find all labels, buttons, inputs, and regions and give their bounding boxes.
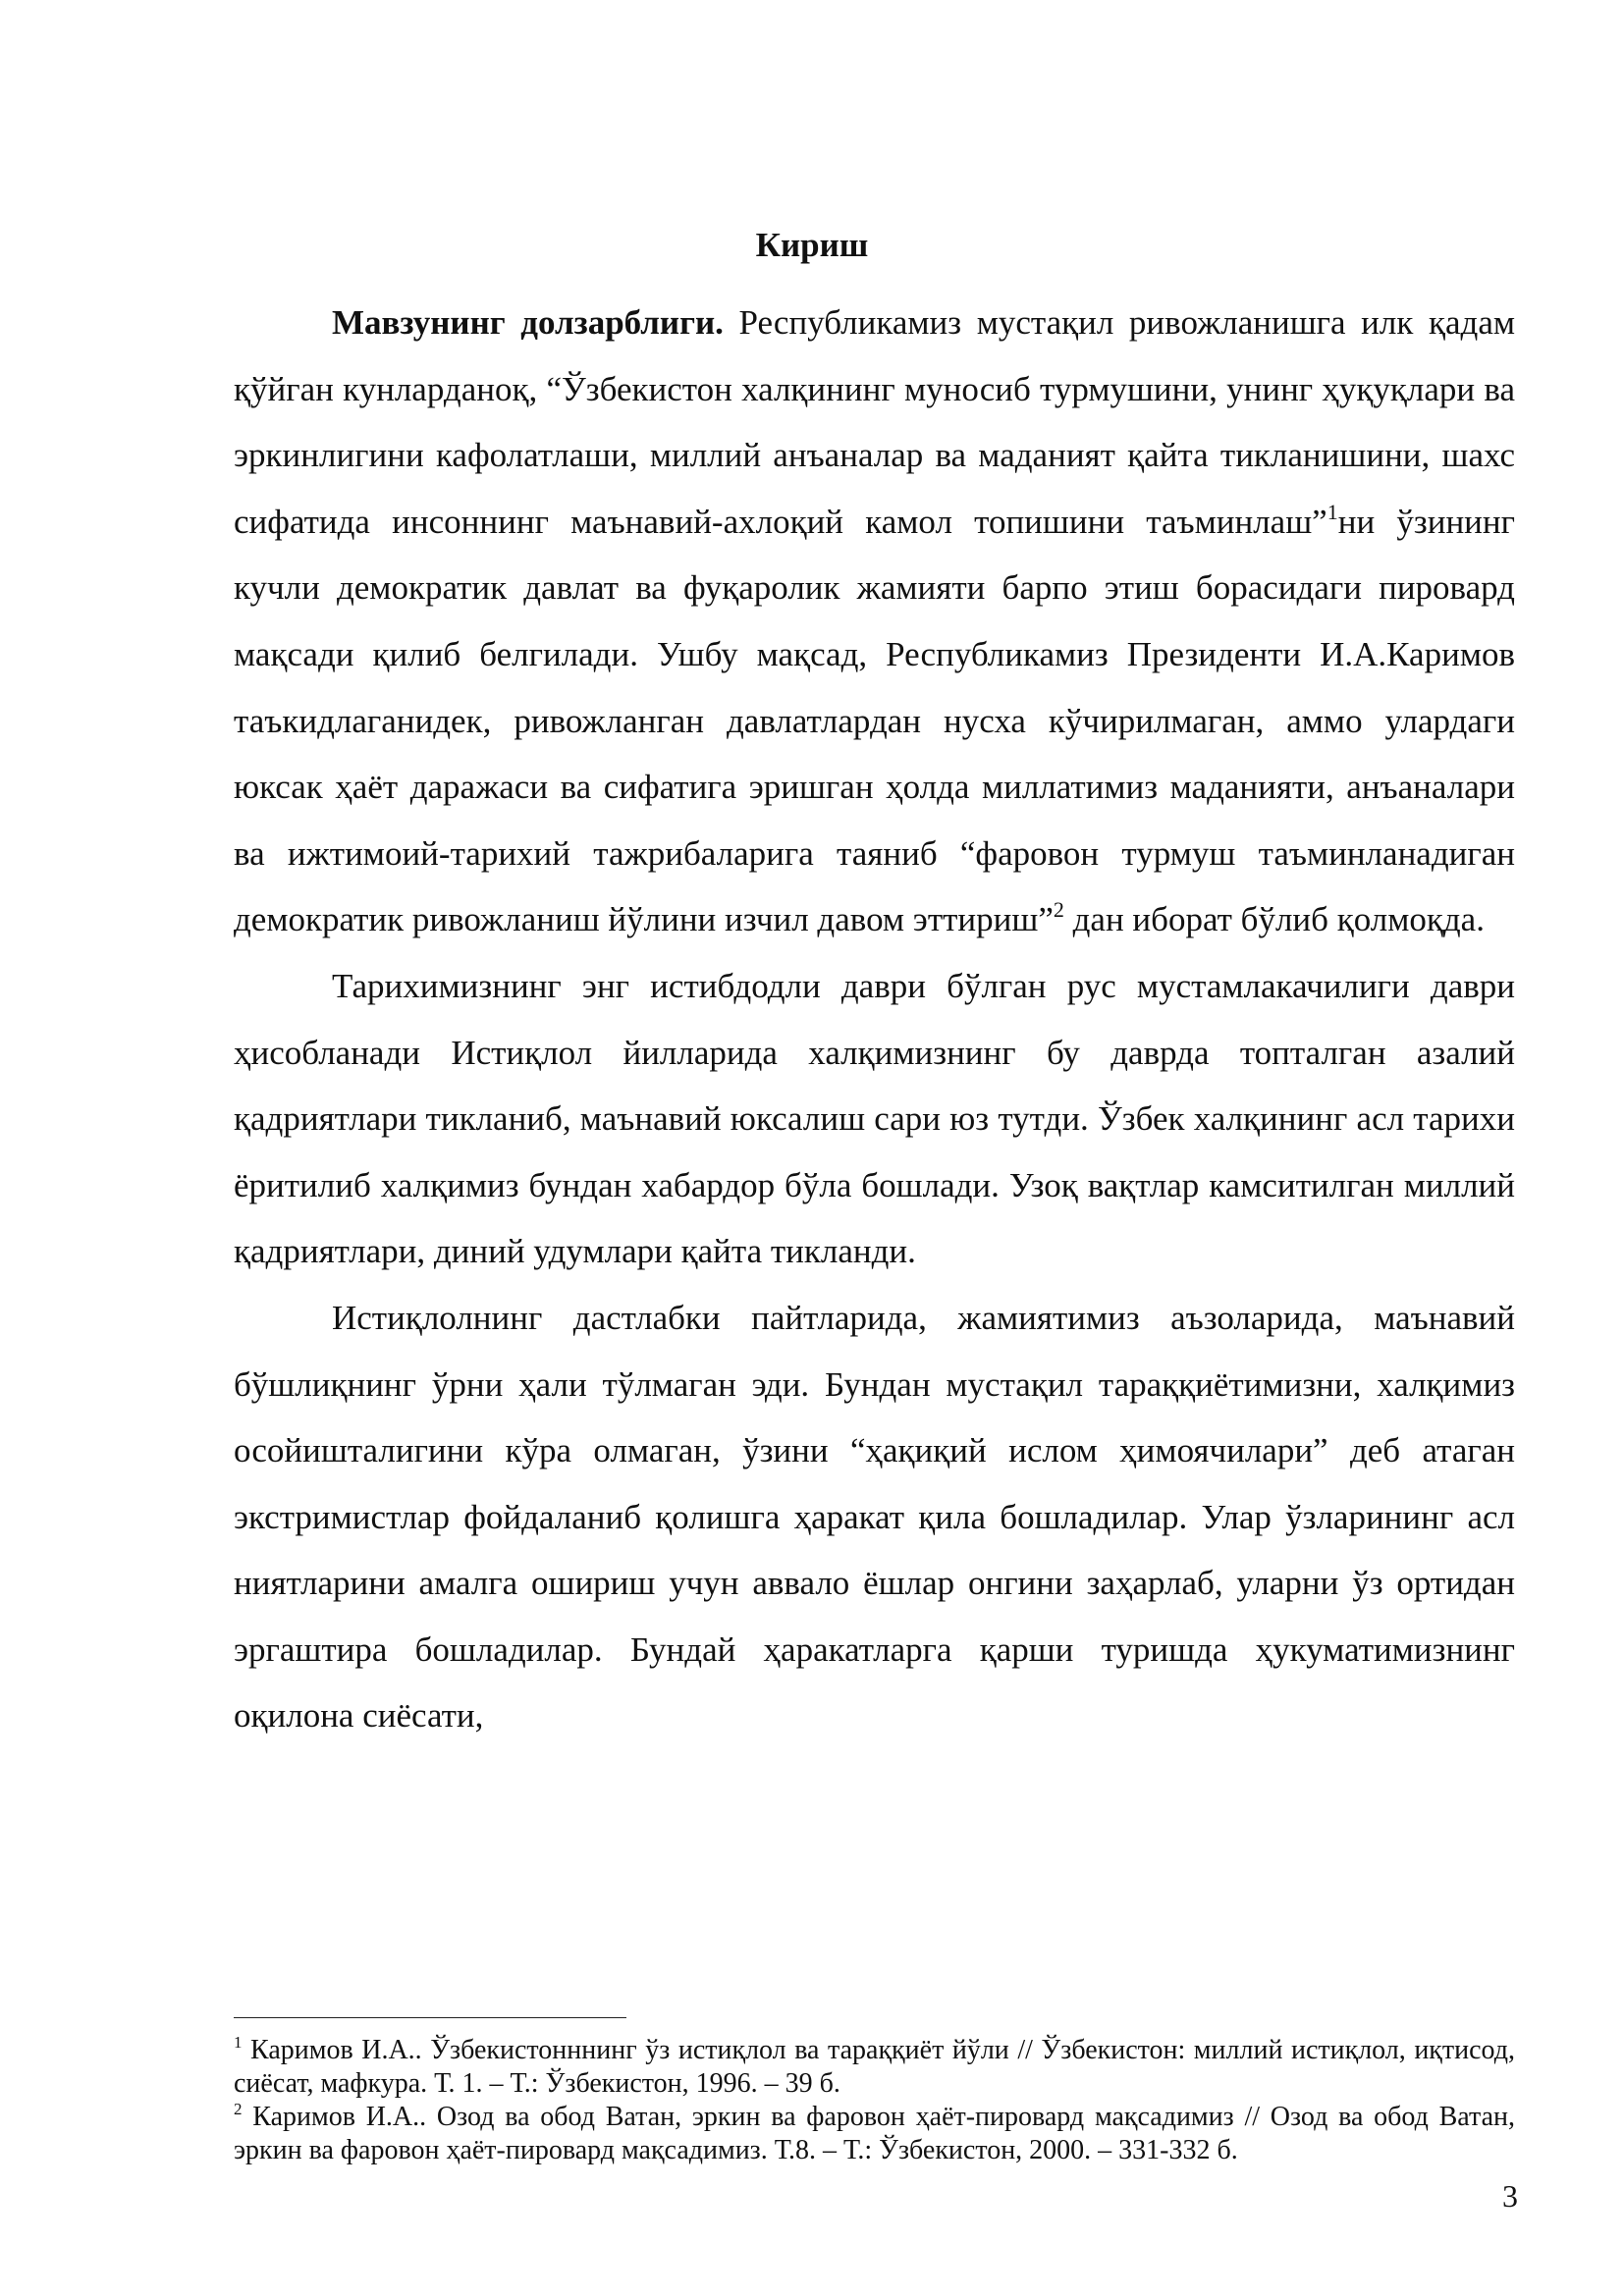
footnotes [234,2034,1515,2167]
relevance-heading: Мавзунинг долзарблиги. [332,303,724,342]
footnote-number: 2 [234,2100,243,2118]
paragraph-independence: Истиқлолнинг дастлабки пайтларида, жамиятимиз аъзоларида, маънавий бўшлиқнинг ўрни ҳали тўлмаган эди. Бундан мустақил тараққиётимизни, халқимиз осойишталигини кўра олмаган, ўзини “ҳақиқий ислом ҳимоячилари” деб атаган экстримистлар фойдаланиб қолишга ҳаракат қила бошладилар. Улар ўзларининг асл ниятларини амалга ошириш учун аввало ёшлар онгини заҳарлаб, уларни ўз ортидан эргаштира бошладилар. Бундай ҳаракатларга қарши туришда ҳукуматимизнинг оқилона сиёсати, [234,1298,1515,1735]
section-title: Кириш [755,226,869,264]
footnote-number: 1 [234,2033,243,2052]
paragraph-text: дан иборат бўлиб қолмоқда. [1063,900,1485,939]
body-text [234,290,1515,1749]
footnote-reference[interactable]: 1 [1326,499,1338,524]
footnote-item [234,2034,1515,2101]
footnote-text: Каримов И.А.. Озод ва обод Ватан, эркин ва фаровон ҳаёт-пировард мақсадимиз // Озод ва обод Ватан, эркин ва фаровон ҳаёт-пировард мақсадимиз. Т.8. – Т.: Ўзбекистон, 2000. – 331-332 б. [234,2102,1515,2165]
footnote-text: Каримов И.А.. Ўзбекистонннинг ўз истиқлол ва тараққиёт йўли // Ўзбекистон: миллий истиқлол, иқтисод, сиёсат, мафкура. Т. 1. – Т.: Ўзбекистон, 1996. – 39 б. [234,2035,1515,2099]
footnote-item [234,2101,1515,2167]
footnote-reference[interactable]: 2 [1053,897,1064,923]
paragraph-text: Республикамиз мустақил ривожланишга илк қадам қўйган кунларданоқ, “Ўзбекистон халқининг муносиб турмушини, унинг ҳуқуқлари ва эркинлигини кафолатлаши, миллий анъаналар ва маданият қайта тикланишини, шахс сифатида инсоннинг маънавий-ахлоқий камол топишини таъминлаш” [234,303,1516,541]
page-number: 3 [1502,2178,1518,2214]
paragraph-text: ни ўзининг кучли демократик давлат ва фуқаролик жамияти барпо этиш борасидаги пировард мақсади қилиб белгилади. Ушбу мақсад, Республикамиз Президенти И.А.Каримов таъкидлаганидек, ривожланган давлатлардан нусха кўчирилмаган, аммо улардаги юксак ҳаёт даражаси ва сифатига эришган ҳолда миллатимиз маданияти, анъаналари ва ижтимоий-тарихий тажрибаларига таяниб “фаровон турмуш таъминланадиган демократик ривожланиш йўлини изчил давом эттириш” [234,502,1515,939]
footnote-separator [234,2017,626,2018]
paragraph-relevance [234,290,1515,953]
paragraph-history: Тарихимизнинг энг истибдодли даври бўлган рус мустамлакачилиги даври ҳисобланади Истиқлол йилларида халқимизнинг бу даврда топталган азалий қадриятлари тикланиб, маънавий юксалиш сари юз тутди. Ўзбек халқининг асл тарихи ёритилиб халқимиз бундан хабардор бўла бошлади. Узоқ вақтлар камситилган миллий қадриятлари, диний удумлари қайта тикланди. [234,966,1515,1271]
